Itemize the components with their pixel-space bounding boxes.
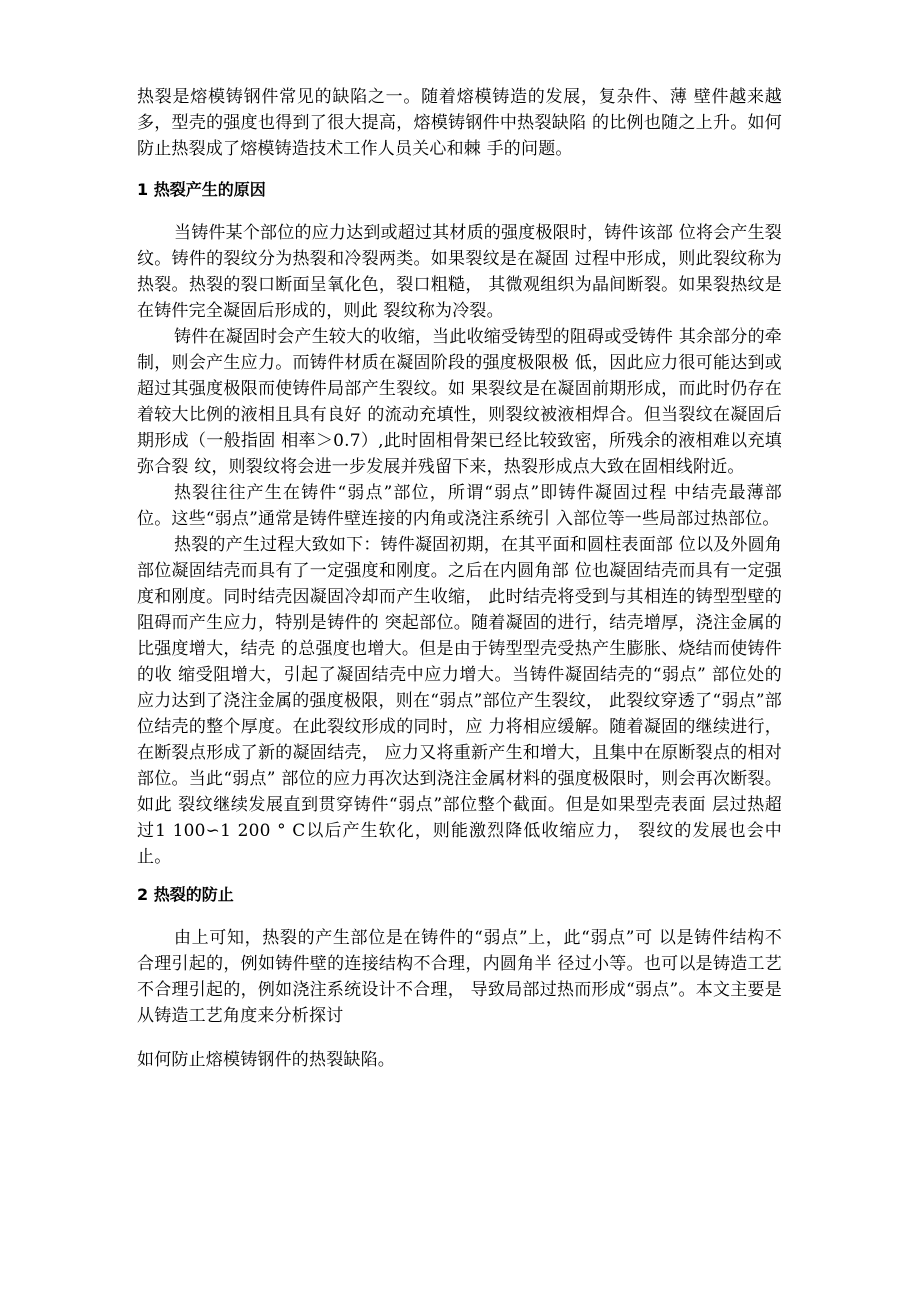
document-page: [137, 84, 782, 1073]
closing-line: 如何防止熔模铸钢件的热裂缺陷。: [137, 1050, 395, 1070]
section-1-paragraph: 当铸件某个部位的应力达到或超过其材质的强度极限时，铸件该部 位将会产生裂纹。铸件的裂纹分为热裂和冷裂两类。如果裂纹是在凝固 过程中形成，则此裂纹称为热裂。热裂的裂口断面呈氧化色，裂口粗糙， 其微观组织为晶间断裂。如果裂热纹是在铸件完全凝固后形成的，则此 裂纹称为冷裂。: [137, 223, 782, 321]
section-1-paragraph: 铸件在凝固时会产生较大的收缩，当此收缩受铸型的阻碍或受铸件 其余部分的牵制，则会产生应力。而铸件材质在凝固阶段的强度极限极 低，因此应力很可能达到或超过其强度极限而使铸件局部产生裂纹。如 果裂纹是在凝固前期形成，而此时仍存在着较大比例的液相且具有良好 的流动充填性，则裂纹被液相焊合。但当裂纹在凝固后期形成（一般指固 相率＞0.7）,此时固相骨架已经比较致密，所残余的液相难以充填弥合裂 纹，则裂纹将会进一步发展并残留下来，热裂形成点大致在固相线附近。: [137, 327, 782, 477]
intro-paragraph: 热裂是熔模铸钢件常见的缺陷之一。随着熔模铸造的发展，复杂件、薄 壁件越来越多，型壳的强度也得到了很大提高，熔模铸钢件中热裂缺陷 的比例也随之上升。如何防止热裂成了熔模铸造技术工作人员关心和棘 手的问题。: [137, 87, 782, 159]
section-1-heading: 1 热裂产生的原因: [137, 180, 266, 199]
section-1-paragraph: 热裂的产生过程大致如下：铸件凝固初期，在其平面和圆柱表面部 位以及外圆角部位凝固结壳而具有了一定强度和刚度。之后在内圆角部 位也凝固结壳而具有一定强度和刚度。同时结壳因凝固冷却而产生收缩， 此时结壳将受到与其相连的铸型型壁的阻碍而产生应力，特别是铸件的 突起部位。随着凝固的进行，结壳增厚，浇注金属的比强度增大，结壳 的总强度也增大。但是由于铸型型壳受热产生膨胀、烧结而使铸件的收 缩受阻增大，引起了凝固结壳中应力增大。当铸件凝固结壳的“弱点” 部位处的应力达到了浇注金属的强度极限，则在“弱点”部位产生裂纹， 此裂纹穿透了“弱点”部位结壳的整个厚度。在此裂纹形成的同时，应 力将相应缓解。随着凝固的继续进行，在断裂点形成了新的凝固结壳， 应力又将重新产生和增大，且集中在原断裂点的相对部位。当此“弱点” 部位的应力再次达到浇注金属材料的强度极限时，则会再次断裂。如此 裂纹继续发展直到贯穿铸件“弱点”部位整个截面。但是如果型壳表面 层过热超过1 100∽1 200 ° C以后产生软化，则能激烈降低收缩应力， 裂纹的发展也会中止。: [137, 535, 782, 867]
section-2-heading: 2 热裂的防止: [137, 885, 234, 904]
section-1-paragraph: 热裂往往产生在铸件“弱点”部位，所谓“弱点”即铸件凝固过程 中结壳最薄部位。这些“弱点”通常是铸件壁连接的内角或浇注系统引 入部位等一些局部过热部位。: [137, 483, 782, 529]
section-2-paragraph: 由上可知，热裂的产生部位是在铸件的“弱点”上，此“弱点”可 以是铸件结构不合理引起的，例如铸件壁的连接结构不合理，内圆角半 径过小等。也可以是铸造工艺不合理引起的，例如浇注系统设计不合理， 导致局部过热而形成“弱点”。本文主要是从铸造工艺角度来分析探讨: [137, 928, 782, 1026]
